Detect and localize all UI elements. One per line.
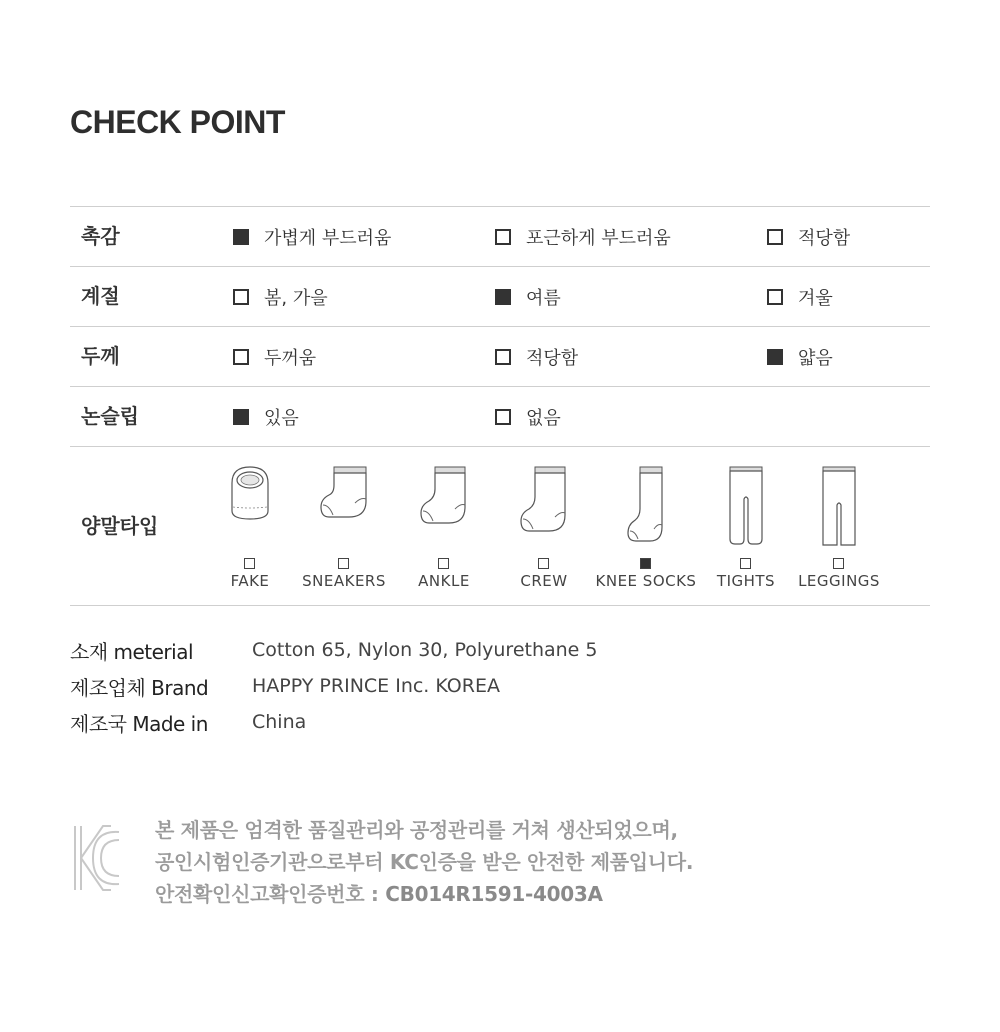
option xyxy=(495,387,561,446)
spec-made-in xyxy=(70,704,930,740)
checkbox xyxy=(495,229,511,245)
option-label: 두꺼움 xyxy=(264,347,317,369)
crew-sock-icon xyxy=(519,465,569,535)
checkbox xyxy=(438,558,449,569)
option-label: 없음 xyxy=(526,407,561,429)
option xyxy=(233,327,316,386)
spec-value: China xyxy=(252,711,307,733)
kc-notice xyxy=(155,814,693,910)
cert-label: 안전확인신고확인증번호 : xyxy=(155,882,386,906)
sock-type-label: TIGHTS xyxy=(716,572,776,590)
option xyxy=(233,267,328,326)
checkbox xyxy=(495,349,511,365)
option xyxy=(233,207,391,266)
cert-number: CB014R1591-4003A xyxy=(385,882,603,906)
spec-material xyxy=(70,632,930,668)
option xyxy=(495,207,671,266)
ankle-sock-icon xyxy=(419,465,469,527)
row-nonslip xyxy=(70,386,930,446)
checkbox xyxy=(233,349,249,365)
spec-key: 소재 meterial xyxy=(70,639,194,664)
tights-icon xyxy=(728,465,764,547)
product-specs xyxy=(70,632,930,740)
checkbox xyxy=(338,558,349,569)
checkbox-checked xyxy=(640,558,651,569)
row-label: 양말타입 xyxy=(81,514,159,538)
notice-line xyxy=(155,878,693,910)
sock-type-crew xyxy=(494,447,594,605)
option xyxy=(767,327,833,386)
spec-value: Cotton 65, Nylon 30, Polyurethane 5 xyxy=(252,639,598,661)
checkbox-checked xyxy=(495,289,511,305)
row-thickness xyxy=(70,326,930,386)
option-label: 봄, 가을 xyxy=(264,287,328,309)
checkbox xyxy=(740,558,751,569)
sock-type-label: SNEAKERS xyxy=(302,572,386,590)
check-point-table xyxy=(70,206,930,606)
checkbox xyxy=(767,289,783,305)
row-season xyxy=(70,266,930,326)
sock-type-label: CREW xyxy=(520,572,568,590)
checkbox-checked xyxy=(233,409,249,425)
option-label: 포근하게 부드러움 xyxy=(526,227,671,249)
sock-type-knee-socks xyxy=(596,447,696,605)
option xyxy=(495,327,578,386)
checkbox-checked xyxy=(233,229,249,245)
row-label: 계절 xyxy=(81,284,120,308)
spec-brand xyxy=(70,668,930,704)
option-label: 겨울 xyxy=(798,287,833,309)
fake-sock-icon xyxy=(230,465,270,521)
sock-type-label: FAKE xyxy=(230,572,270,590)
option-label: 여름 xyxy=(526,287,561,309)
option-label: 얇음 xyxy=(798,347,833,369)
knee-sock-icon xyxy=(626,465,666,545)
page-title: CHECK POINT xyxy=(70,104,285,140)
option-label: 적당함 xyxy=(526,347,579,369)
spec-key: 제조업체 Brand xyxy=(70,675,209,700)
notice-line: 공인시험인증기관으로부터 KC인증을 받은 안전한 제품입니다. xyxy=(155,850,694,874)
sneakers-sock-icon xyxy=(319,465,369,521)
checkbox xyxy=(767,229,783,245)
option-label: 있음 xyxy=(264,407,299,429)
notice-line: 본 제품은 엄격한 품질관리와 공정관리를 거쳐 생산되었으며, xyxy=(155,818,678,842)
option xyxy=(767,207,850,266)
leggings-icon xyxy=(821,465,857,547)
sock-type-leggings xyxy=(789,447,889,605)
checkbox xyxy=(244,558,255,569)
option xyxy=(233,387,299,446)
option-label: 가볍게 부드러움 xyxy=(264,227,392,249)
checkbox xyxy=(233,289,249,305)
sock-type-sneakers xyxy=(294,447,394,605)
checkbox xyxy=(833,558,844,569)
checkbox-checked xyxy=(767,349,783,365)
row-label: 논슬립 xyxy=(81,404,139,428)
option-label: 적당함 xyxy=(798,227,851,249)
kc-mark-icon xyxy=(73,822,121,898)
spec-key: 제조국 Made in xyxy=(70,711,208,736)
spec-value: HAPPY PRINCE Inc. KOREA xyxy=(252,675,500,697)
sock-type-label: LEGGINGS xyxy=(798,572,880,590)
row-sock-type xyxy=(70,446,930,606)
checkbox xyxy=(538,558,549,569)
row-label: 두께 xyxy=(81,344,120,368)
option xyxy=(767,267,833,326)
sock-type-ankle xyxy=(394,447,494,605)
row-label: 촉감 xyxy=(81,224,120,248)
sock-type-label: KNEE SOCKS xyxy=(595,572,697,590)
sock-type-label: ANKLE xyxy=(418,572,470,590)
checkbox xyxy=(495,409,511,425)
row-texture xyxy=(70,206,930,266)
option xyxy=(495,267,561,326)
